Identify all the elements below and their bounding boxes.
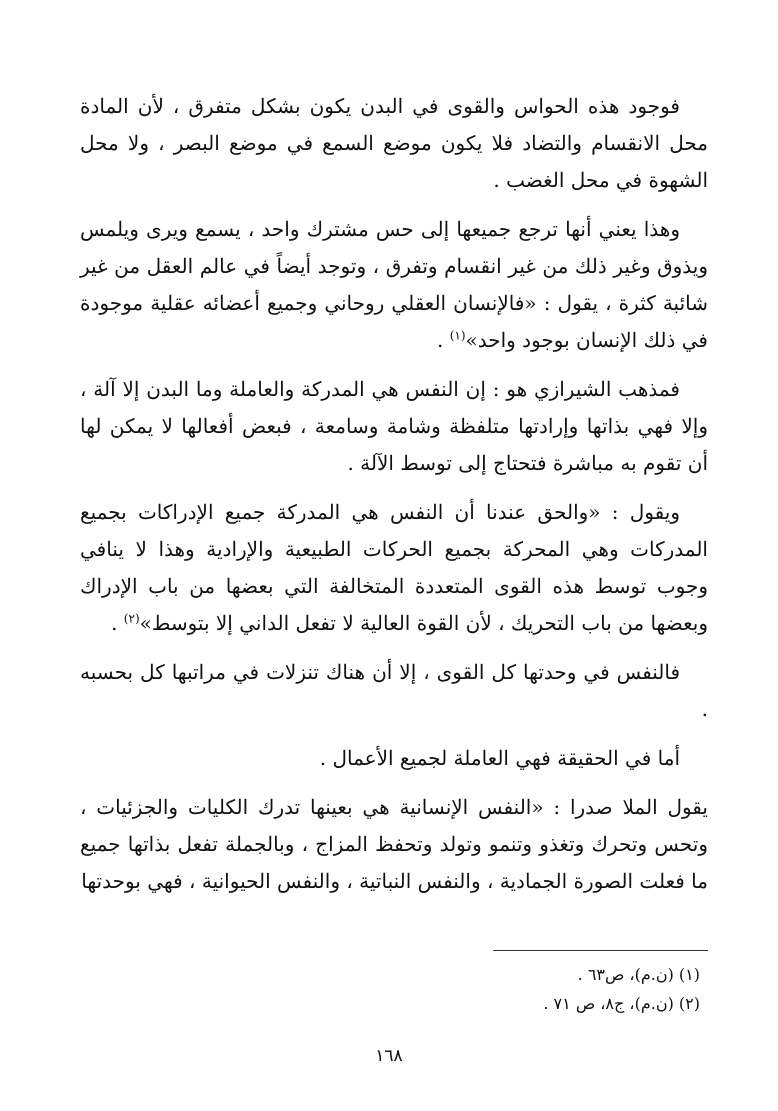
paragraph-6-text: أما في الحقيقة فهي العاملة لجميع الأعمال . [319,746,680,770]
page-number: ١٦٨ [375,1046,403,1066]
footnote-ref-2[interactable]: (٢) [123,611,140,626]
paragraph-6 [80,740,708,777]
paragraph-7 [80,789,708,900]
paragraph-2-end: . [436,328,450,352]
footnote-ref-1[interactable]: (١) [449,328,466,343]
paragraph-1-text: فوجود هذه الحواس والقوى في البدن يكون بشكل متفرق ، لأن المادة محل الانقسام والتضاد فلا يكون موضع السمع في موضع البصر ، ولا محل الشهوة في محل الغضب . [80,94,708,192]
footnote-1: (١) (ن.م)، ص٦٣ . [577,965,700,984]
footnote-2: (٢) (ن.م)، ج٨، ص ٧١ . [543,994,700,1013]
footnotes [300,960,700,1018]
paragraph-2-text: وهذا يعني أنها ترجع جميعها إلى حس مشترك واحد ، يسمع ويرى ويلمس ويذوق وغير ذلك من غير انقسام وتفرق ، وتوجد أيضاً في عالم العقل من غير شائبة كثرة ، يقول : «فالإنسان العقلي روحاني وجميع أعضائه عقلية موجودة في ذلك الإنسان بوجود واحد» [80,217,708,352]
footnote-divider [493,950,708,951]
paragraph-5 [80,654,708,728]
paragraph-7-text: يقول الملا صدرا : «النفس الإنسانية هي بعينها تدرك الكليات والجزئيات ، وتحس وتحرك وتغذو وتنمو وتولد وتحفظ المزاج ، وبالجملة تفعل بذاتها جميع ما فعلت الصورة الجمادية ، والنفس النباتية ، والنفس الحيوانية ، فهي بوحدتها [80,795,708,893]
paragraph-2 [80,211,708,359]
paragraph-1 [80,88,708,199]
paragraph-3-text: فمذهب الشيرازي هو : إن النفس هي المدركة والعاملة وما البدن إلا آلة ، وإلا فهي بذاتها وإرادتها متلفظة وشامة وسامعة ، فبعض أفعالها لا يمكن لها أن تقوم به مباشرة فتحتاج إلى توسط الآلة . [80,377,708,475]
page-body [80,88,708,912]
paragraph-4-text: ويقول : «والحق عندنا أن النفس هي المدركة جميع الإدراكات بجميع المدركات وهي المحركة بجميع الحركات الطبيعية والإرادية وهذا لا ينافي وجوب توسط هذه القوى المتعددة المتخالفة التي بعضها من باب الإدراك وبعضها من باب التحريك ، لأن القوة العالية لا تفعل الداني إلا بتوسط» [80,500,708,635]
paragraph-5-text: فالنفس في وحدتها كل القوى ، إلا أن هناك تنزلات في مراتبها كل بحسبه . [80,660,708,721]
paragraph-4 [80,494,708,642]
paragraph-4-end: . [111,611,124,635]
paragraph-3 [80,371,708,482]
